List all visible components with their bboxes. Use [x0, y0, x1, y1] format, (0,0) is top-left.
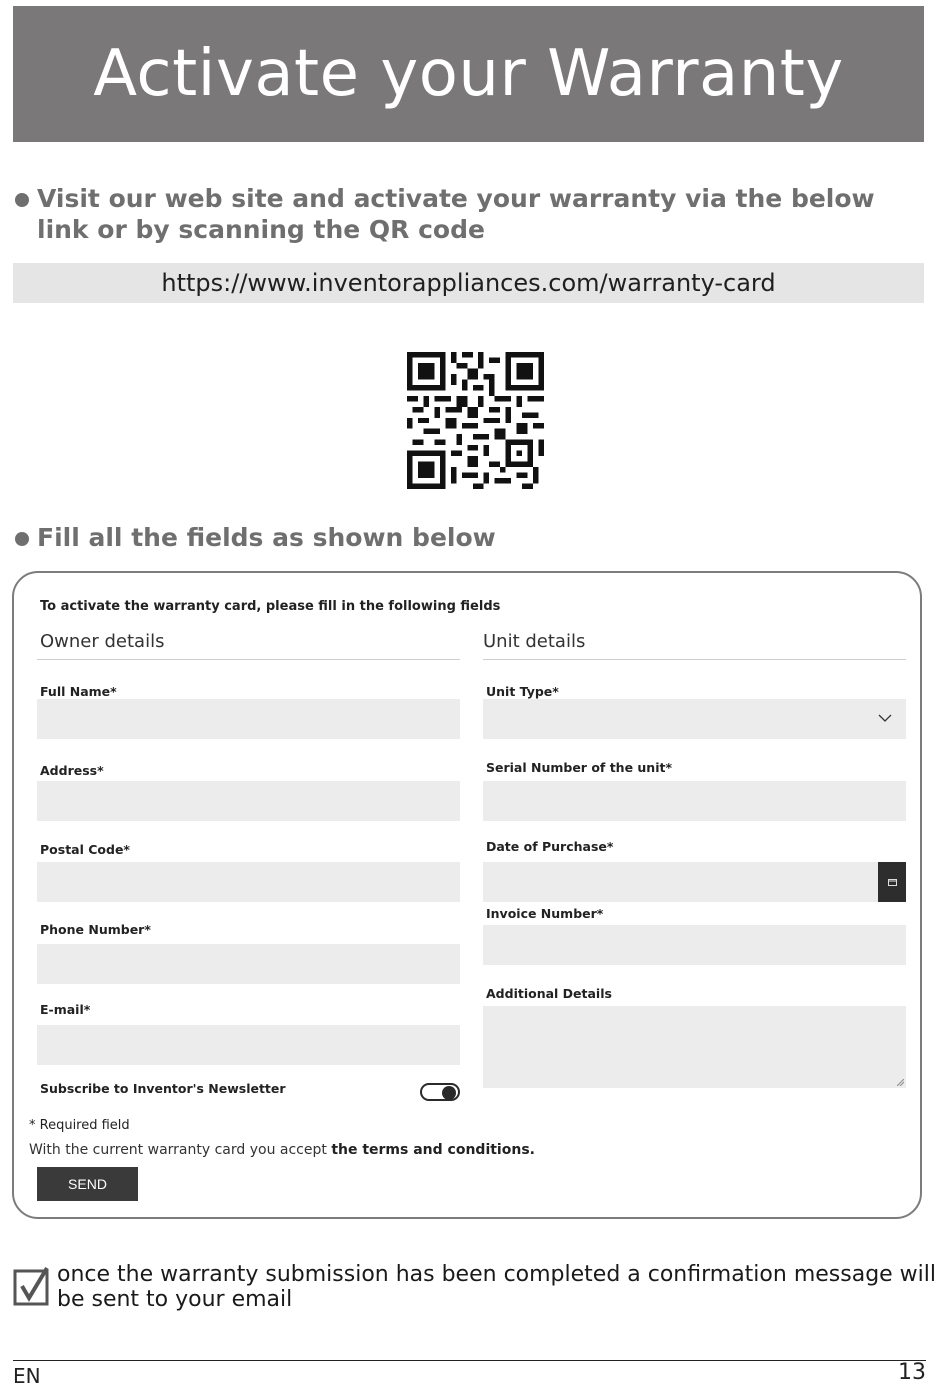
language-code: EN [13, 1364, 41, 1388]
calendar-button[interactable] [878, 862, 906, 902]
phone-input[interactable] [37, 944, 460, 984]
invoice-number-input[interactable] [483, 925, 906, 965]
chevron-down-icon [878, 711, 892, 725]
step-fill-text: Fill all the fields as shown below [37, 523, 496, 552]
resize-handle-icon[interactable] [897, 1079, 904, 1086]
newsletter-label: Subscribe to Inventor's Newsletter [40, 1081, 286, 1096]
owner-details-title: Owner details [40, 631, 165, 652]
additional-details-label: Additional Details [486, 986, 612, 1001]
phone-label: Phone Number* [40, 922, 151, 937]
full-name-label: Full Name* [40, 684, 117, 699]
full-name-input[interactable] [37, 699, 460, 739]
email-label: E-mail* [40, 1002, 91, 1017]
warranty-link[interactable] [13, 263, 924, 303]
step-visit-text: Visit our web site and activate your warranty via the below link or by scanning the QR code [37, 184, 875, 244]
terms-link[interactable]: the terms and conditions. [331, 1142, 535, 1158]
email-input[interactable] [37, 1025, 460, 1065]
unit-details-title: Unit details [483, 631, 586, 652]
warranty-form [12, 571, 922, 1219]
unit-type-label: Unit Type* [486, 684, 559, 699]
address-input[interactable] [37, 781, 460, 821]
terms-statement [29, 1142, 535, 1158]
page-number: 13 [898, 1360, 926, 1385]
newsletter-toggle[interactable] [420, 1083, 460, 1101]
serial-number-input[interactable] [483, 781, 906, 821]
address-label: Address* [40, 763, 104, 778]
additional-details-textarea[interactable] [483, 1006, 906, 1088]
step-fill-fields [15, 522, 496, 553]
unit-type-select[interactable] [483, 699, 906, 739]
send-button[interactable]: SEND [37, 1167, 138, 1201]
step-visit-website [15, 183, 895, 245]
invoice-number-label: Invoice Number* [486, 906, 604, 921]
postal-code-label: Postal Code* [40, 842, 130, 857]
checkbox-checked-icon [13, 1266, 51, 1306]
page-banner [13, 6, 924, 142]
calendar-icon [888, 878, 897, 886]
date-of-purchase-input[interactable] [483, 862, 906, 902]
bullet-icon [15, 193, 29, 207]
owner-divider [37, 659, 460, 660]
required-field-note: * Required field [29, 1118, 130, 1133]
banner-title: Activate your Warranty [93, 37, 844, 111]
toggle-knob [442, 1086, 456, 1100]
warranty-url[interactable]: https://www.inventorappliances.com/warranty-card [161, 269, 776, 297]
form-intro: To activate the warranty card, please fill in the following fields [40, 599, 501, 614]
qr-code [407, 352, 544, 489]
terms-prefix: With the current warranty card you accept [29, 1142, 332, 1158]
footer-divider [13, 1360, 926, 1361]
date-of-purchase-label: Date of Purchase* [486, 839, 614, 854]
unit-divider [483, 659, 906, 660]
serial-number-label: Serial Number of the unit* [486, 760, 673, 775]
confirmation-note: once the warranty submission has been completed a confirmation message will be sent to your email [57, 1262, 937, 1312]
postal-code-input[interactable] [37, 862, 460, 902]
bullet-icon [15, 532, 29, 546]
